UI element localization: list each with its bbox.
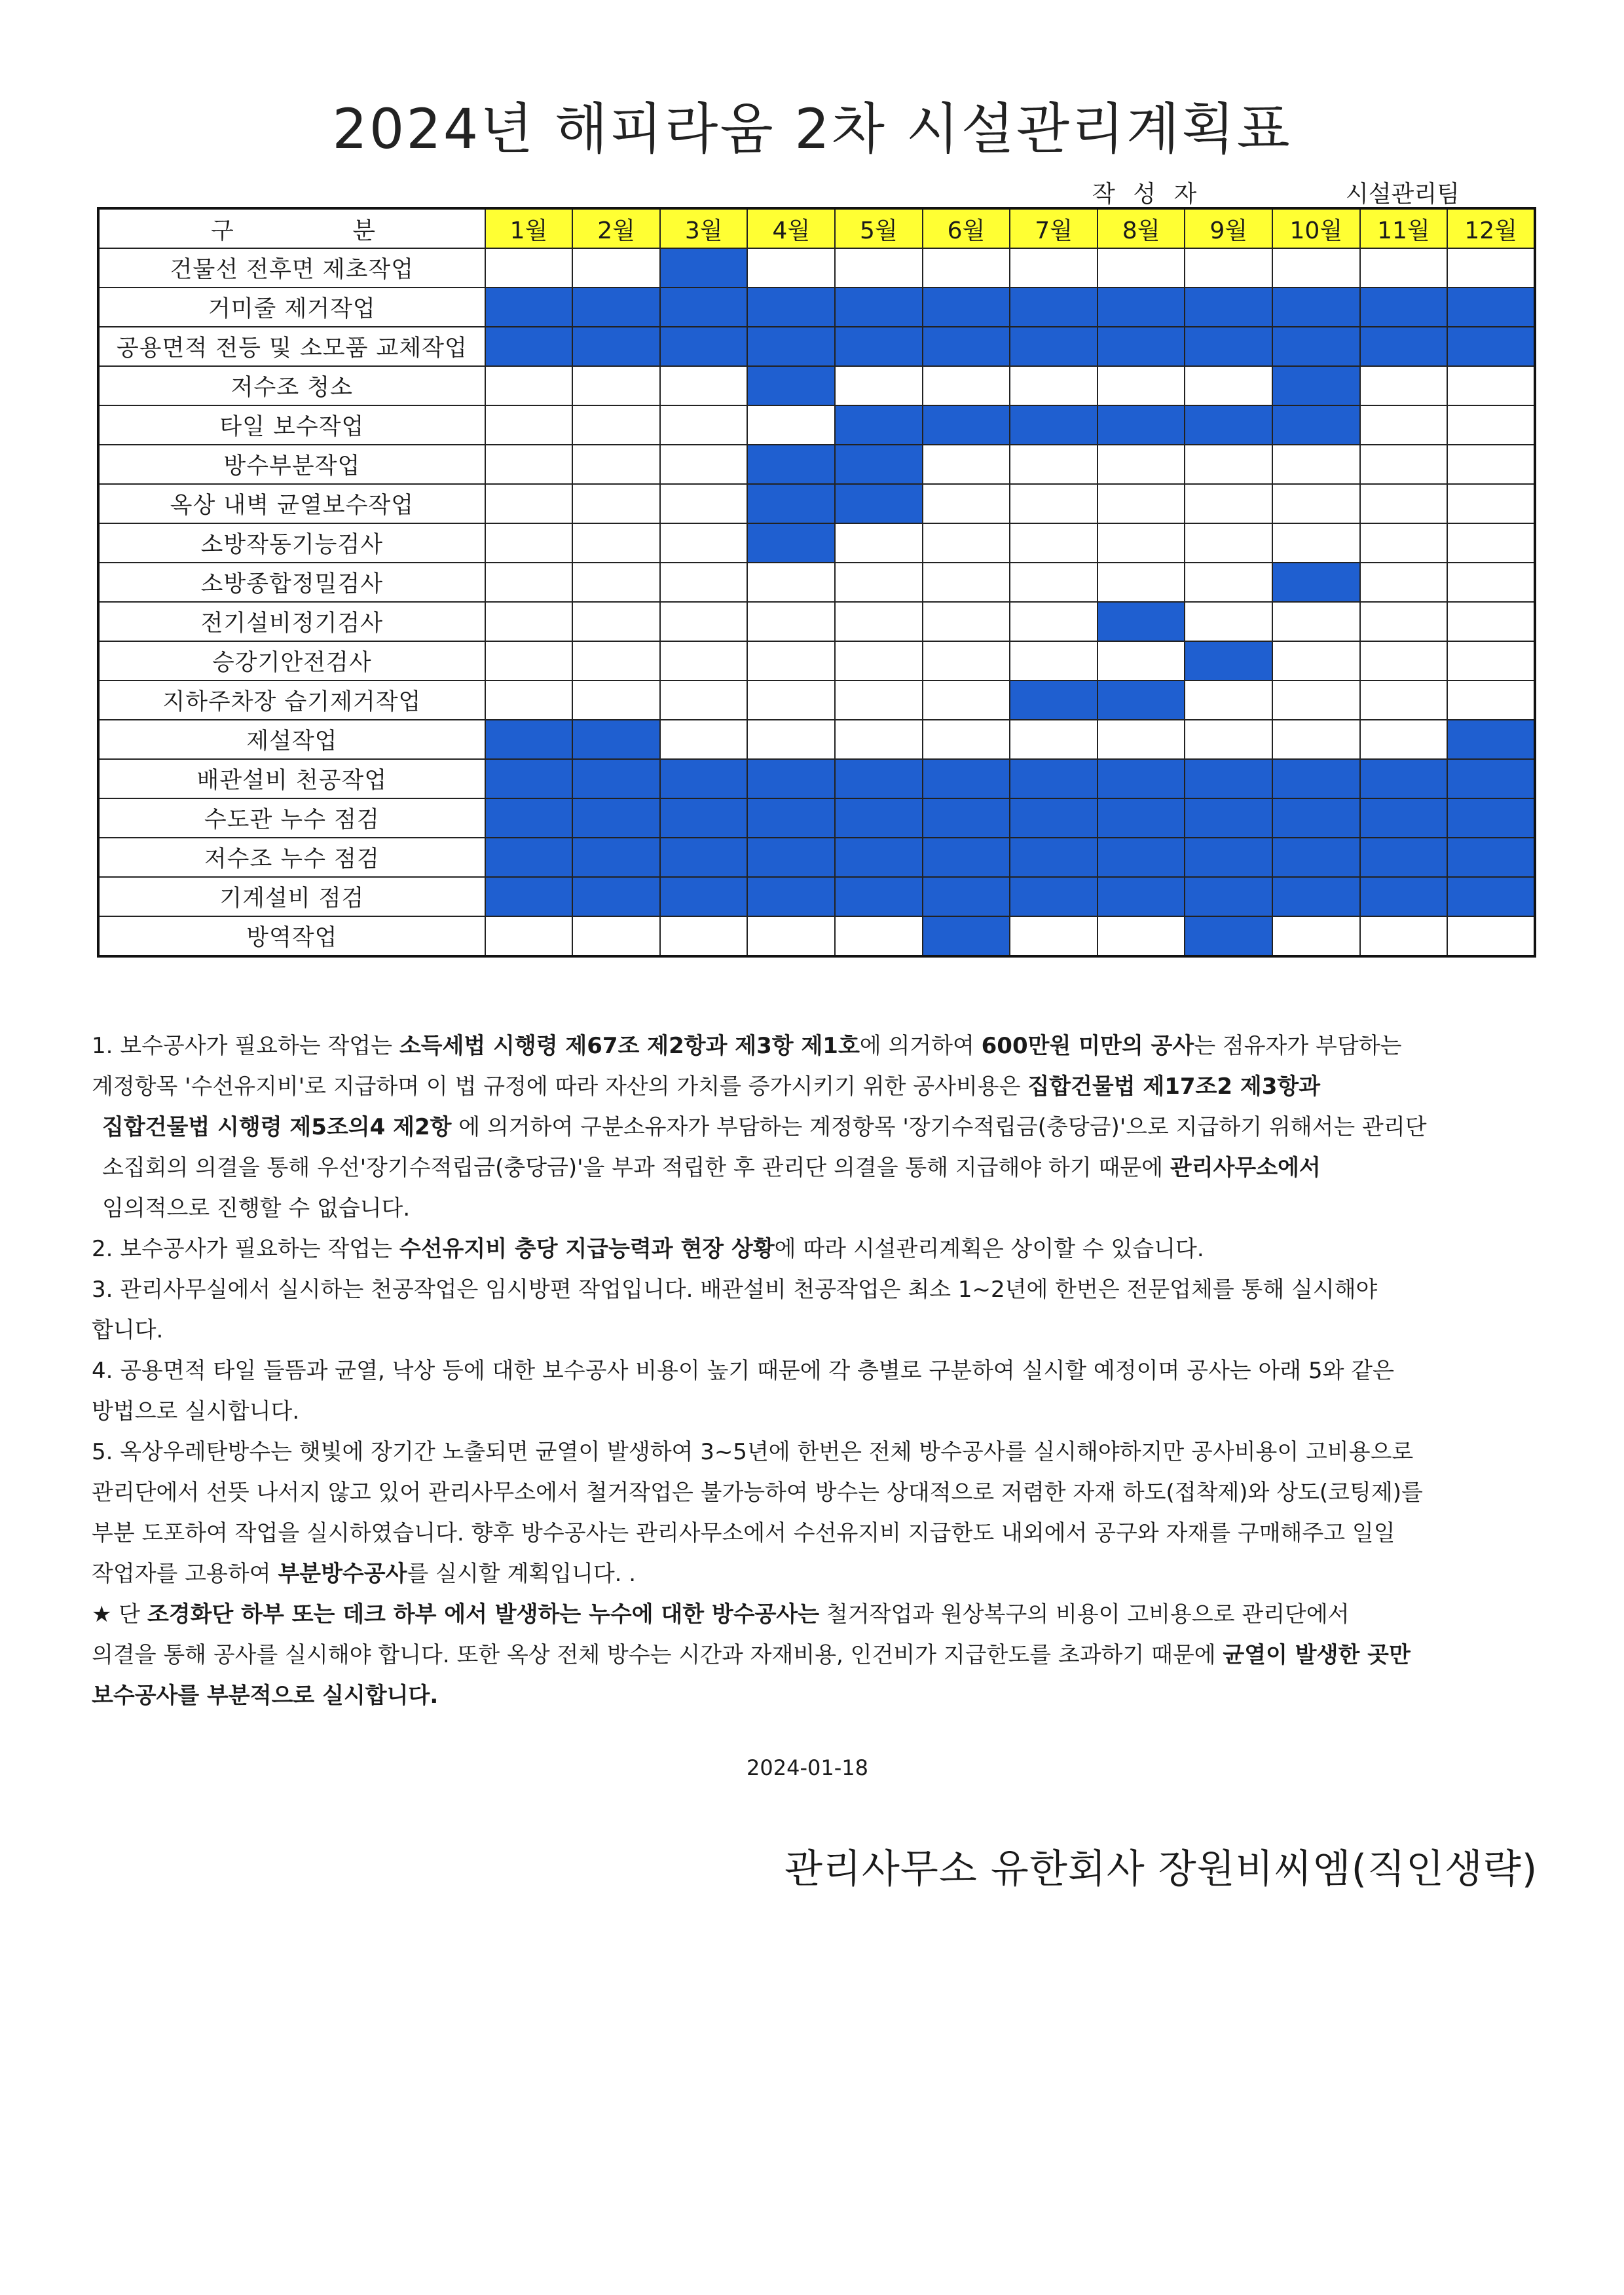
scheduled-month-cell: [747, 798, 835, 838]
empty-month-cell: [747, 720, 835, 759]
month-header: 2월: [572, 208, 660, 248]
empty-month-cell: [835, 563, 923, 602]
task-name-cell: 공용면적 전등 및 소모품 교체작업: [98, 327, 485, 366]
empty-month-cell: [835, 523, 923, 563]
empty-month-cell: [572, 366, 660, 405]
scheduled-month-cell: [835, 445, 923, 484]
page-title: 2024년 해피라움 2차 시설관리계획표: [332, 97, 1292, 161]
empty-month-cell: [1360, 248, 1448, 288]
scheduled-month-cell: [572, 288, 660, 327]
empty-month-cell: [1272, 681, 1360, 720]
scheduled-month-cell: [1098, 759, 1185, 798]
table-row: [98, 641, 1535, 681]
scheduled-month-cell: [485, 720, 573, 759]
empty-month-cell: [835, 681, 923, 720]
note-1-line-1: 1. 보수공사가 필요하는 작업는 소득세법 시행령 제67조 제2항과 제3항 제1호에 의거하여 600만원 미만의 공사는 점유자가 부담하는: [92, 1033, 1402, 1059]
empty-month-cell: [1098, 484, 1185, 523]
scheduled-month-cell: [1010, 327, 1098, 366]
empty-month-cell: [1185, 248, 1272, 288]
author-label: 작 성 자: [1092, 181, 1202, 208]
empty-month-cell: [572, 602, 660, 641]
scheduled-month-cell: [1185, 916, 1272, 956]
month-header: 7월: [1010, 208, 1098, 248]
star-note-line-3: 보수공사를 부분적으로 실시합니다.: [92, 1683, 439, 1709]
scheduled-month-cell: [1185, 641, 1272, 681]
empty-month-cell: [660, 641, 748, 681]
scheduled-month-cell: [1185, 838, 1272, 877]
table-header-row: [98, 208, 1535, 248]
task-name-cell: 전기설비정기검사: [98, 602, 485, 641]
scheduled-month-cell: [747, 445, 835, 484]
month-header: 9월: [1185, 208, 1272, 248]
empty-month-cell: [1360, 916, 1448, 956]
scheduled-month-cell: [1098, 602, 1185, 641]
empty-month-cell: [1010, 523, 1098, 563]
empty-month-cell: [1447, 484, 1535, 523]
empty-month-cell: [1272, 602, 1360, 641]
scheduled-month-cell: [1272, 563, 1360, 602]
scheduled-month-cell: [572, 759, 660, 798]
scheduled-month-cell: [747, 484, 835, 523]
scheduled-month-cell: [1098, 798, 1185, 838]
scheduled-month-cell: [835, 838, 923, 877]
empty-month-cell: [1360, 641, 1448, 681]
scheduled-month-cell: [660, 798, 748, 838]
empty-month-cell: [572, 563, 660, 602]
empty-month-cell: [923, 720, 1010, 759]
category-header-right: 분: [352, 217, 376, 244]
note-3-line-2: 합니다.: [92, 1317, 164, 1343]
empty-month-cell: [747, 916, 835, 956]
scheduled-month-cell: [923, 759, 1010, 798]
scheduled-month-cell: [1447, 838, 1535, 877]
month-header: 6월: [923, 208, 1010, 248]
note-1-line-3: 집합건물법 시행령 제5조의4 제2항 에 의거하여 구분소유자가 부담하는 계정항목 '장기수적립금(충당금)'으로 지급하기 위해서는 관리단: [102, 1114, 1427, 1140]
empty-month-cell: [1447, 641, 1535, 681]
empty-month-cell: [660, 602, 748, 641]
empty-month-cell: [660, 681, 748, 720]
note-2: 2. 보수공사가 필요하는 작업는 수선유지비 충당 지급능력과 현장 상황에 따라 시설관리계획은 상이할 수 있습니다.: [92, 1236, 1204, 1262]
empty-month-cell: [1185, 366, 1272, 405]
scheduled-month-cell: [660, 288, 748, 327]
empty-month-cell: [1360, 602, 1448, 641]
scheduled-month-cell: [572, 327, 660, 366]
month-header: 5월: [835, 208, 923, 248]
empty-month-cell: [1185, 602, 1272, 641]
task-name-cell: 수도관 누수 점검: [98, 798, 485, 838]
scheduled-month-cell: [923, 838, 1010, 877]
empty-month-cell: [485, 563, 573, 602]
scheduled-month-cell: [747, 877, 835, 916]
empty-month-cell: [1010, 445, 1098, 484]
scheduled-month-cell: [835, 327, 923, 366]
task-name-cell: 방수부분작업: [98, 445, 485, 484]
note-1-line-4: 소집회의 의결을 통해 우선'장기수적립금(충당금)'을 부과 적립한 후 관리단 의결을 통해 지급해야 하기 때문에 관리사무소에서: [102, 1155, 1321, 1181]
scheduled-month-cell: [1272, 366, 1360, 405]
empty-month-cell: [835, 720, 923, 759]
empty-month-cell: [923, 602, 1010, 641]
scheduled-month-cell: [835, 759, 923, 798]
empty-month-cell: [1185, 523, 1272, 563]
scheduled-month-cell: [1272, 838, 1360, 877]
scheduled-month-cell: [1360, 327, 1448, 366]
empty-month-cell: [1360, 681, 1448, 720]
scheduled-month-cell: [1272, 877, 1360, 916]
empty-month-cell: [1447, 523, 1535, 563]
scheduled-month-cell: [1360, 838, 1448, 877]
empty-month-cell: [572, 916, 660, 956]
scheduled-month-cell: [835, 798, 923, 838]
empty-month-cell: [1447, 445, 1535, 484]
table-row: [98, 405, 1535, 445]
empty-month-cell: [572, 405, 660, 445]
scheduled-month-cell: [1360, 877, 1448, 916]
empty-month-cell: [747, 563, 835, 602]
note-5-line-4: 작업자를 고용하여 부분방수공사를 실시할 계획입니다. .: [92, 1561, 637, 1587]
empty-month-cell: [485, 484, 573, 523]
empty-month-cell: [660, 366, 748, 405]
scheduled-month-cell: [747, 327, 835, 366]
empty-month-cell: [572, 445, 660, 484]
empty-month-cell: [923, 248, 1010, 288]
scheduled-month-cell: [923, 798, 1010, 838]
empty-month-cell: [747, 681, 835, 720]
empty-month-cell: [747, 602, 835, 641]
month-header: 3월: [660, 208, 748, 248]
table-row: [98, 916, 1535, 956]
signature: 관리사무소 유한회사 장원비씨엠(직인생략): [784, 1846, 1538, 1892]
empty-month-cell: [1272, 484, 1360, 523]
scheduled-month-cell: [923, 405, 1010, 445]
scheduled-month-cell: [1272, 759, 1360, 798]
empty-month-cell: [835, 602, 923, 641]
month-header: 10월: [1272, 208, 1360, 248]
table-row: [98, 602, 1535, 641]
scheduled-month-cell: [1447, 798, 1535, 838]
empty-month-cell: [1010, 563, 1098, 602]
empty-month-cell: [1447, 602, 1535, 641]
task-name-cell: 소방작동기능검사: [98, 523, 485, 563]
scheduled-month-cell: [1010, 681, 1098, 720]
scheduled-month-cell: [1185, 759, 1272, 798]
empty-month-cell: [485, 248, 573, 288]
scheduled-month-cell: [835, 484, 923, 523]
empty-month-cell: [485, 602, 573, 641]
month-header: 4월: [747, 208, 835, 248]
month-header: 8월: [1098, 208, 1185, 248]
scheduled-month-cell: [1185, 405, 1272, 445]
scheduled-month-cell: [835, 877, 923, 916]
task-name-cell: 거미줄 제거작업: [98, 288, 485, 327]
star-note-line-1: ★ 단 조경화단 하부 또는 데크 하부 에서 발생하는 누수에 대한 방수공사는 철거작업과 원상복구의 비용이 고비용으로 관리단에서: [92, 1601, 1350, 1628]
table-row: [98, 563, 1535, 602]
table-row: [98, 366, 1535, 405]
star-note-line-2: 의결을 통해 공사를 실시해야 합니다. 또한 옥상 전체 방수는 시간과 자재비용, 인건비가 지급한도를 초과하기 때문에 균열이 발생한 곳만: [92, 1642, 1411, 1668]
empty-month-cell: [923, 445, 1010, 484]
scheduled-month-cell: [835, 405, 923, 445]
empty-month-cell: [923, 523, 1010, 563]
table-body: [98, 248, 1535, 956]
table-row: [98, 484, 1535, 523]
table-row: [98, 327, 1535, 366]
scheduled-month-cell: [747, 288, 835, 327]
scheduled-month-cell: [1272, 405, 1360, 445]
scheduled-month-cell: [1360, 798, 1448, 838]
note-5-line-2: 관리단에서 선뜻 나서지 않고 있어 관리사무소에서 철거작업은 불가능하여 방수는 상대적으로 저렴한 자재 하도(접착제)와 상도(코팅제)를: [92, 1480, 1423, 1506]
scheduled-month-cell: [1447, 720, 1535, 759]
scheduled-month-cell: [1098, 877, 1185, 916]
scheduled-month-cell: [923, 327, 1010, 366]
scheduled-month-cell: [1010, 838, 1098, 877]
scheduled-month-cell: [572, 798, 660, 838]
empty-month-cell: [1010, 641, 1098, 681]
task-name-cell: 승강기안전검사: [98, 641, 485, 681]
scheduled-month-cell: [923, 916, 1010, 956]
empty-month-cell: [572, 641, 660, 681]
scheduled-month-cell: [1360, 759, 1448, 798]
empty-month-cell: [1447, 563, 1535, 602]
scheduled-month-cell: [1447, 877, 1535, 916]
table-row: [98, 798, 1535, 838]
empty-month-cell: [572, 681, 660, 720]
task-name-cell: 지하주차장 습기제거작업: [98, 681, 485, 720]
empty-month-cell: [1185, 720, 1272, 759]
scheduled-month-cell: [1010, 798, 1098, 838]
empty-month-cell: [1098, 563, 1185, 602]
empty-month-cell: [747, 641, 835, 681]
scheduled-month-cell: [485, 798, 573, 838]
empty-month-cell: [485, 681, 573, 720]
month-header: 11월: [1360, 208, 1448, 248]
table-row: [98, 445, 1535, 484]
scheduled-month-cell: [485, 327, 573, 366]
note-5-line-3: 부분 도포하여 작업을 실시하였습니다. 향후 방수공사는 관리사무소에서 수선유지비 지급한도 내외에서 공구와 자재를 구매해주고 일일: [92, 1520, 1395, 1546]
scheduled-month-cell: [485, 759, 573, 798]
empty-month-cell: [1098, 248, 1185, 288]
empty-month-cell: [660, 916, 748, 956]
note-4-line-2: 방법으로 실시합니다.: [92, 1398, 300, 1425]
category-header-left: 구: [211, 217, 234, 244]
month-header: 12월: [1447, 208, 1535, 248]
task-name-cell: 저수조 누수 점검: [98, 838, 485, 877]
task-name-cell: 기계설비 점검: [98, 877, 485, 916]
scheduled-month-cell: [747, 838, 835, 877]
note-4-line-1: 4. 공용면적 타일 들뜸과 균열, 낙상 등에 대한 보수공사 비용이 높기 때문에 각 층별로 구분하여 실시할 예정이며 공사는 아래 5와 같은: [92, 1358, 1394, 1384]
empty-month-cell: [1185, 484, 1272, 523]
empty-month-cell: [1447, 248, 1535, 288]
empty-month-cell: [660, 445, 748, 484]
empty-month-cell: [1185, 445, 1272, 484]
scheduled-month-cell: [485, 288, 573, 327]
empty-month-cell: [835, 641, 923, 681]
table-row: [98, 877, 1535, 916]
task-name-cell: 옥상 내벽 균열보수작업: [98, 484, 485, 523]
note-1-line-5: 임의적으로 진행할 수 없습니다.: [102, 1195, 411, 1222]
task-name-cell: 저수조 청소: [98, 366, 485, 405]
task-name-cell: 소방종합정밀검사: [98, 563, 485, 602]
scheduled-month-cell: [1010, 288, 1098, 327]
empty-month-cell: [1272, 248, 1360, 288]
empty-month-cell: [485, 445, 573, 484]
empty-month-cell: [1360, 523, 1448, 563]
scheduled-month-cell: [660, 327, 748, 366]
empty-month-cell: [660, 563, 748, 602]
task-name-cell: 타일 보수작업: [98, 405, 485, 445]
scheduled-month-cell: [1185, 288, 1272, 327]
empty-month-cell: [1360, 445, 1448, 484]
empty-month-cell: [1098, 445, 1185, 484]
empty-month-cell: [485, 916, 573, 956]
scheduled-month-cell: [572, 877, 660, 916]
scheduled-month-cell: [1098, 838, 1185, 877]
table-row: [98, 288, 1535, 327]
scheduled-month-cell: [572, 838, 660, 877]
empty-month-cell: [747, 248, 835, 288]
empty-month-cell: [572, 484, 660, 523]
empty-month-cell: [485, 405, 573, 445]
empty-month-cell: [1360, 563, 1448, 602]
empty-month-cell: [923, 366, 1010, 405]
empty-month-cell: [923, 563, 1010, 602]
empty-month-cell: [1010, 602, 1098, 641]
empty-month-cell: [1098, 720, 1185, 759]
empty-month-cell: [1010, 366, 1098, 405]
scheduled-month-cell: [1272, 798, 1360, 838]
empty-month-cell: [1447, 916, 1535, 956]
category-header: [98, 208, 485, 248]
scheduled-month-cell: [1010, 877, 1098, 916]
scheduled-month-cell: [1098, 327, 1185, 366]
scheduled-month-cell: [835, 288, 923, 327]
note-1-line-2: 계정항목 '수선유지비'로 지급하며 이 법 규정에 따라 자산의 가치를 증가시키기 위한 공사비용은 집합건물법 제17조2 제3항과: [92, 1073, 1321, 1100]
author-value: 시설관리팀: [1346, 181, 1460, 208]
scheduled-month-cell: [747, 523, 835, 563]
table-row: [98, 248, 1535, 288]
scheduled-month-cell: [1185, 327, 1272, 366]
empty-month-cell: [1360, 405, 1448, 445]
empty-month-cell: [1010, 248, 1098, 288]
table-row: [98, 720, 1535, 759]
scheduled-month-cell: [1098, 288, 1185, 327]
empty-month-cell: [660, 484, 748, 523]
scheduled-month-cell: [572, 720, 660, 759]
empty-month-cell: [1360, 366, 1448, 405]
scheduled-month-cell: [1360, 288, 1448, 327]
note-3-line-1: 3. 관리사무실에서 실시하는 천공작업은 임시방편 작업입니다. 배관설비 천공작업은 최소 1~2년에 한번은 전문업체를 통해 실시해야: [92, 1277, 1378, 1303]
notes: [92, 1026, 1539, 1716]
task-name-cell: 배관설비 천공작업: [98, 759, 485, 798]
empty-month-cell: [1010, 484, 1098, 523]
scheduled-month-cell: [1010, 759, 1098, 798]
scheduled-month-cell: [1098, 405, 1185, 445]
empty-month-cell: [572, 523, 660, 563]
empty-month-cell: [1447, 405, 1535, 445]
empty-month-cell: [660, 405, 748, 445]
empty-month-cell: [572, 248, 660, 288]
document-date: 2024-01-18: [747, 1755, 868, 1780]
empty-month-cell: [485, 366, 573, 405]
scheduled-month-cell: [1272, 288, 1360, 327]
empty-month-cell: [660, 720, 748, 759]
task-name-cell: 방역작업: [98, 916, 485, 956]
scheduled-month-cell: [660, 877, 748, 916]
table-row: [98, 523, 1535, 563]
empty-month-cell: [1098, 366, 1185, 405]
scheduled-month-cell: [747, 366, 835, 405]
scheduled-month-cell: [485, 877, 573, 916]
empty-month-cell: [835, 916, 923, 956]
empty-month-cell: [835, 248, 923, 288]
empty-month-cell: [923, 641, 1010, 681]
scheduled-month-cell: [660, 248, 748, 288]
empty-month-cell: [1272, 445, 1360, 484]
empty-month-cell: [1098, 916, 1185, 956]
scheduled-month-cell: [1447, 288, 1535, 327]
empty-month-cell: [1272, 720, 1360, 759]
scheduled-month-cell: [747, 759, 835, 798]
empty-month-cell: [1360, 484, 1448, 523]
scheduled-month-cell: [1272, 327, 1360, 366]
empty-month-cell: [1010, 916, 1098, 956]
scheduled-month-cell: [1010, 405, 1098, 445]
scheduled-month-cell: [1185, 798, 1272, 838]
empty-month-cell: [1360, 720, 1448, 759]
scheduled-month-cell: [660, 838, 748, 877]
empty-month-cell: [1185, 681, 1272, 720]
empty-month-cell: [1272, 916, 1360, 956]
task-name-cell: 제설작업: [98, 720, 485, 759]
empty-month-cell: [747, 405, 835, 445]
scheduled-month-cell: [923, 877, 1010, 916]
scheduled-month-cell: [485, 838, 573, 877]
scheduled-month-cell: [1447, 327, 1535, 366]
empty-month-cell: [485, 641, 573, 681]
empty-month-cell: [1447, 681, 1535, 720]
table-row: [98, 759, 1535, 798]
empty-month-cell: [835, 366, 923, 405]
empty-month-cell: [1098, 641, 1185, 681]
empty-month-cell: [485, 523, 573, 563]
task-name-cell: 건물선 전후면 제초작업: [98, 248, 485, 288]
facility-schedule-table: [97, 207, 1536, 958]
empty-month-cell: [1010, 720, 1098, 759]
scheduled-month-cell: [1447, 759, 1535, 798]
scheduled-month-cell: [923, 288, 1010, 327]
empty-month-cell: [1447, 366, 1535, 405]
scheduled-month-cell: [1098, 681, 1185, 720]
table-row: [98, 681, 1535, 720]
empty-month-cell: [1272, 523, 1360, 563]
empty-month-cell: [660, 523, 748, 563]
month-header: 1월: [485, 208, 573, 248]
empty-month-cell: [1185, 563, 1272, 602]
empty-month-cell: [1272, 641, 1360, 681]
empty-month-cell: [1098, 523, 1185, 563]
table-row: [98, 838, 1535, 877]
empty-month-cell: [923, 484, 1010, 523]
note-5-line-1: 5. 옥상우레탄방수는 햇빛에 장기간 노출되면 균열이 발생하여 3~5년에 한번은 전체 방수공사를 실시해야하지만 공사비용이 고비용으로: [92, 1439, 1414, 1465]
scheduled-month-cell: [660, 759, 748, 798]
scheduled-month-cell: [1185, 877, 1272, 916]
empty-month-cell: [923, 681, 1010, 720]
